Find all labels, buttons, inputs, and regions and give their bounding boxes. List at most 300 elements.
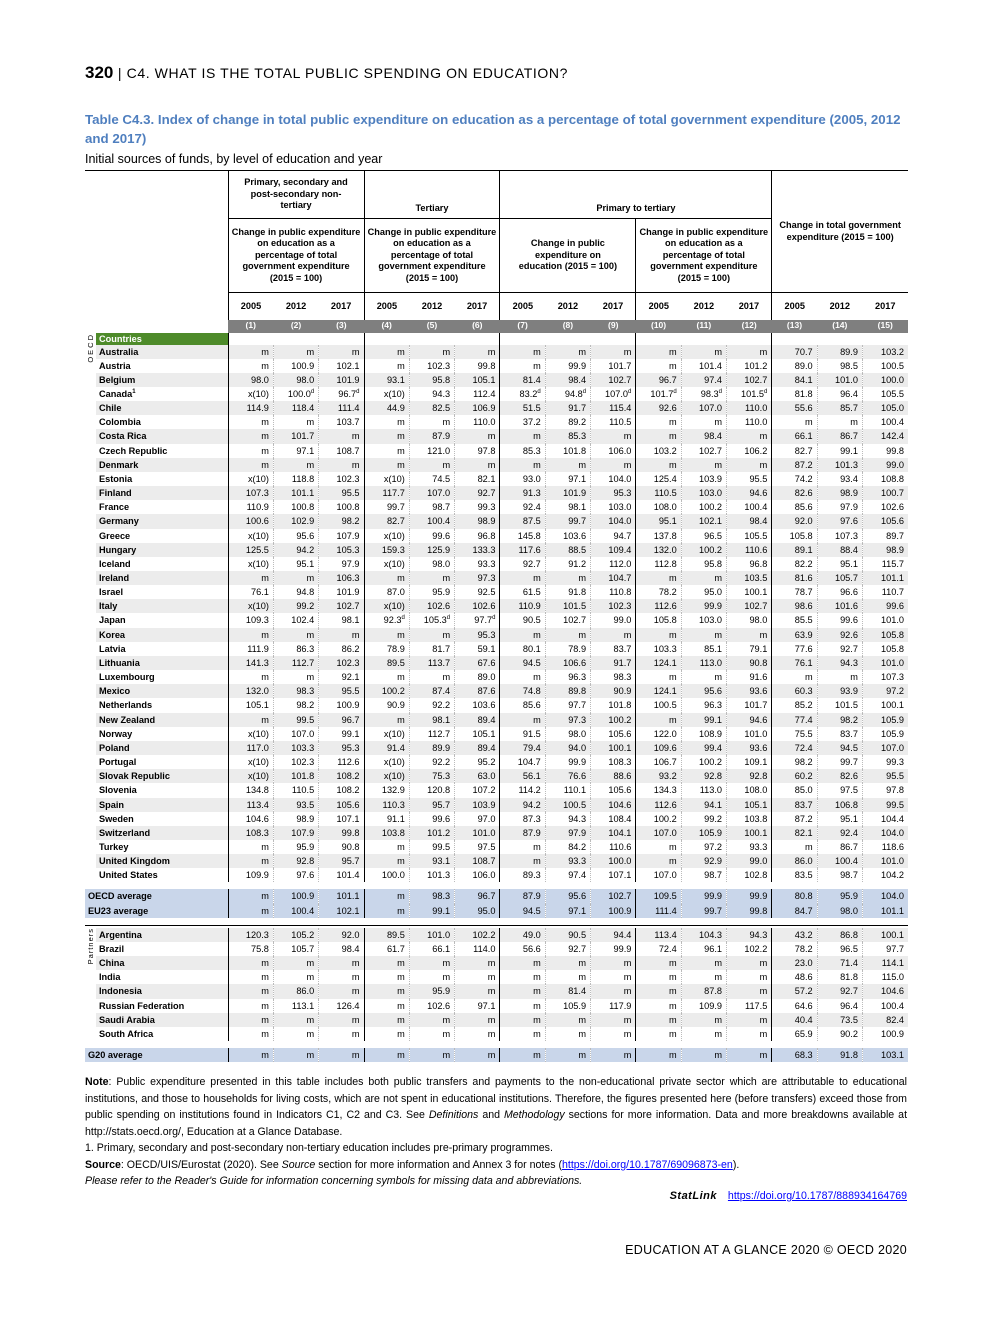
value-cell: 89.9 bbox=[817, 345, 862, 359]
value-cell: 77.6 bbox=[772, 642, 817, 656]
value-cell: 100.1 bbox=[862, 698, 908, 712]
country-name bbox=[96, 713, 228, 727]
value-cell: 100.5 bbox=[545, 798, 590, 812]
value-cell: 95.3 bbox=[319, 741, 364, 755]
table-row bbox=[85, 486, 908, 500]
value-cell: 100.1 bbox=[591, 741, 636, 755]
value-cell: 111.4 bbox=[319, 401, 364, 415]
value-cell: 92.0 bbox=[319, 928, 364, 942]
value-cell: 99.9 bbox=[545, 359, 590, 373]
value-cell: m bbox=[228, 345, 273, 359]
country-label: Russian Federation bbox=[99, 1000, 185, 1011]
country-name bbox=[96, 942, 228, 956]
value-cell: m bbox=[545, 970, 590, 984]
value-cell: 107.1 bbox=[591, 868, 636, 882]
column-number: (12) bbox=[727, 320, 772, 333]
value-cell: m bbox=[228, 904, 273, 918]
year-header: 2017 bbox=[602, 300, 624, 311]
value-cell: 94.2 bbox=[500, 798, 545, 812]
value-cell: 82.7 bbox=[364, 514, 409, 528]
value-cell: 99.0 bbox=[591, 613, 636, 627]
spacer-row bbox=[85, 1041, 908, 1048]
oecd-vertical-label: OECD bbox=[86, 332, 95, 363]
value-cell: 96.5 bbox=[817, 942, 862, 956]
value-cell: m bbox=[273, 1048, 318, 1062]
country-name bbox=[96, 727, 228, 741]
country-name bbox=[96, 826, 228, 840]
country-label: Indonesia bbox=[99, 986, 142, 997]
table-row bbox=[85, 1013, 908, 1027]
value-cell: 64.6 bbox=[772, 999, 817, 1013]
value-cell: 92.7 bbox=[500, 557, 545, 571]
value-cell: 103.9 bbox=[455, 798, 500, 812]
value-cell: 85.6 bbox=[772, 500, 817, 514]
value-cell: 99.8 bbox=[862, 444, 908, 458]
country-name bbox=[96, 415, 228, 429]
value-cell: 91.3 bbox=[500, 486, 545, 500]
value-cell: 105.7 bbox=[817, 571, 862, 585]
value-cell: 91.8 bbox=[545, 585, 590, 599]
value-cell: 101.3 bbox=[409, 868, 454, 882]
value-cell: 98.0 bbox=[545, 727, 590, 741]
value-cell: 95.5 bbox=[727, 472, 772, 486]
country-label: New Zealand bbox=[99, 714, 156, 725]
value-cell: 108.4 bbox=[591, 812, 636, 826]
source-doi-link[interactable]: https://doi.org/10.1787/69096873-en bbox=[561, 1158, 733, 1171]
value-cell: m bbox=[500, 999, 545, 1013]
country-label: Colombia bbox=[99, 417, 141, 428]
value-cell: 82.1 bbox=[772, 826, 817, 840]
value-cell: m bbox=[636, 628, 681, 642]
country-label: Sweden bbox=[99, 813, 134, 824]
value-cell: 96.3 bbox=[545, 670, 590, 684]
notes bbox=[85, 1074, 907, 1190]
value-cell: 132.0 bbox=[228, 684, 273, 698]
value-cell: 101.0 bbox=[455, 826, 500, 840]
value-cell: 108.8 bbox=[862, 472, 908, 486]
value-cell: 105.6 bbox=[591, 727, 636, 741]
value-cell: 125.4 bbox=[636, 472, 681, 486]
value-cell: 95.9 bbox=[409, 984, 454, 998]
value-cell: 107.0 bbox=[636, 826, 681, 840]
value-cell: 93.5 bbox=[273, 798, 318, 812]
value-cell: 105.2 bbox=[273, 928, 318, 942]
table-row bbox=[85, 656, 908, 670]
value-cell: 108.2 bbox=[319, 769, 364, 783]
value-cell: 113.4 bbox=[228, 798, 273, 812]
value-cell: 110.5 bbox=[636, 486, 681, 500]
country-label: Italy bbox=[99, 601, 118, 612]
country-name bbox=[96, 557, 228, 571]
value-cell: m bbox=[636, 999, 681, 1013]
country-name bbox=[96, 1027, 228, 1041]
value-cell: 105.8 bbox=[862, 642, 908, 656]
table-row bbox=[85, 984, 908, 998]
value-cell: 118.6 bbox=[862, 840, 908, 854]
value-cell: 110.6 bbox=[727, 543, 772, 557]
value-cell: m bbox=[364, 458, 409, 472]
value-cell: 78.9 bbox=[545, 642, 590, 656]
value-cell: 113.7 bbox=[409, 656, 454, 670]
value-cell: m bbox=[500, 345, 545, 359]
country-name bbox=[96, 755, 228, 769]
value-cell: 125.9 bbox=[409, 543, 454, 557]
country-label: Latvia bbox=[99, 643, 126, 654]
value-cell: m bbox=[681, 1048, 726, 1062]
value-cell: 117.0 bbox=[228, 741, 273, 755]
value-cell: m bbox=[364, 415, 409, 429]
country-name bbox=[96, 642, 228, 656]
value-cell: m bbox=[319, 628, 364, 642]
value-cell: 99.1 bbox=[409, 904, 454, 918]
value-cell: 104.7 bbox=[591, 571, 636, 585]
value-cell: 107.1 bbox=[319, 812, 364, 826]
value-cell: 102.7 bbox=[727, 373, 772, 387]
value-cell: m bbox=[636, 359, 681, 373]
country-label: Spain bbox=[99, 799, 125, 810]
value-cell: 82.4 bbox=[862, 1013, 908, 1027]
year-header: 2012 bbox=[421, 300, 443, 311]
value-cell: 96.7 bbox=[636, 373, 681, 387]
value-cell: 110.5 bbox=[591, 415, 636, 429]
value-cell: 98.1 bbox=[545, 500, 590, 514]
value-cell: 99.6 bbox=[409, 812, 454, 826]
year-header: 2012 bbox=[557, 300, 579, 311]
value-cell: 70.7 bbox=[772, 345, 817, 359]
country-name bbox=[96, 928, 228, 942]
country-name bbox=[96, 429, 228, 443]
value-cell: m bbox=[228, 840, 273, 854]
value-cell: m bbox=[273, 415, 318, 429]
value-cell: m bbox=[636, 984, 681, 998]
value-cell: 109.4 bbox=[591, 543, 636, 557]
year-header: 2017 bbox=[330, 300, 352, 311]
value-cell: 102.1 bbox=[319, 904, 364, 918]
value-cell: 98.4 bbox=[727, 514, 772, 528]
value-cell: x(10) bbox=[364, 769, 409, 783]
value-cell: 94.1 bbox=[681, 798, 726, 812]
value-cell: m bbox=[636, 415, 681, 429]
value-cell: 85.3 bbox=[500, 444, 545, 458]
value-cell: m bbox=[455, 1048, 500, 1062]
value-cell: 106.7 bbox=[636, 755, 681, 769]
country-label: Argentina bbox=[99, 929, 142, 940]
value-cell: m bbox=[817, 415, 862, 429]
value-cell: 102.7 bbox=[681, 444, 726, 458]
value-cell: 102.9 bbox=[273, 514, 318, 528]
value-cell: 51.5 bbox=[500, 401, 545, 415]
value-cell: 100.5 bbox=[636, 698, 681, 712]
value-cell: m bbox=[319, 1048, 364, 1062]
value-cell: 97.4 bbox=[681, 373, 726, 387]
value-cell: 97.0 bbox=[455, 812, 500, 826]
value-cell: x(10) bbox=[364, 387, 409, 401]
value-cell: m bbox=[228, 713, 273, 727]
value-cell: 99.1 bbox=[319, 727, 364, 741]
value-cell: 105.7 bbox=[273, 942, 318, 956]
value-cell: 100.4 bbox=[862, 999, 908, 1013]
country-name bbox=[85, 889, 228, 903]
value-cell: 99.1 bbox=[681, 713, 726, 727]
value-cell: m bbox=[273, 956, 318, 970]
value-cell: 98.4 bbox=[545, 373, 590, 387]
value-cell: m bbox=[591, 345, 636, 359]
value-cell: 100.2 bbox=[681, 500, 726, 514]
value-cell: 86.7 bbox=[817, 840, 862, 854]
value-cell: 93.6 bbox=[727, 684, 772, 698]
value-cell: 89.0 bbox=[455, 670, 500, 684]
value-cell: 100.2 bbox=[681, 543, 726, 557]
value-cell: 100.4 bbox=[817, 854, 862, 868]
value-cell: 85.2 bbox=[772, 698, 817, 712]
value-cell: m bbox=[727, 984, 772, 998]
column-number: (14) bbox=[817, 320, 862, 333]
value-cell: 101.1 bbox=[862, 571, 908, 585]
country-name bbox=[96, 999, 228, 1013]
value-cell: 112.7 bbox=[273, 656, 318, 670]
value-cell: m bbox=[364, 999, 409, 1013]
year-header: 2005 bbox=[772, 293, 817, 320]
table-row bbox=[85, 345, 908, 359]
value-cell: 98.7 bbox=[409, 500, 454, 514]
value-cell: 102.3 bbox=[319, 656, 364, 670]
value-cell: 99.7 bbox=[817, 755, 862, 769]
value-cell: 97.1 bbox=[273, 444, 318, 458]
value-cell: 105.8 bbox=[772, 529, 817, 543]
value-cell: 110.9 bbox=[228, 500, 273, 514]
value-cell: 102.4 bbox=[273, 613, 318, 627]
country-label: Netherlands bbox=[99, 700, 153, 711]
country-name bbox=[96, 571, 228, 585]
value-cell: m bbox=[364, 571, 409, 585]
value-cell: m bbox=[409, 1048, 454, 1062]
table-row bbox=[85, 698, 908, 712]
value-cell: 92.8 bbox=[273, 854, 318, 868]
value-cell: 100.0 bbox=[862, 373, 908, 387]
value-cell: 115.0 bbox=[862, 970, 908, 984]
country-label: Poland bbox=[99, 742, 130, 753]
value-cell: 96.8 bbox=[455, 529, 500, 543]
country-name bbox=[96, 783, 228, 797]
value-cell: 89.8 bbox=[545, 684, 590, 698]
value-cell: 101.1 bbox=[273, 486, 318, 500]
value-cell: m bbox=[364, 670, 409, 684]
value-cell: m bbox=[273, 571, 318, 585]
value-cell: 74.5 bbox=[409, 472, 454, 486]
value-cell: 86.3 bbox=[273, 642, 318, 656]
value-cell: 101.7 bbox=[591, 359, 636, 373]
table-row bbox=[85, 500, 908, 514]
value-cell: 112.6 bbox=[636, 798, 681, 812]
value-cell: 109.5 bbox=[636, 889, 681, 903]
value-cell: 110.0 bbox=[455, 415, 500, 429]
value-cell: 103.0 bbox=[591, 500, 636, 514]
value-cell: m bbox=[636, 713, 681, 727]
table-row bbox=[85, 529, 908, 543]
value-cell: m bbox=[636, 670, 681, 684]
value-cell: 101.7 bbox=[273, 429, 318, 443]
value-cell: 112.4 bbox=[455, 387, 500, 401]
value-cell: 99.8 bbox=[727, 904, 772, 918]
country-label: Japan bbox=[99, 615, 126, 626]
country-name bbox=[96, 670, 228, 684]
value-cell: 106.0 bbox=[591, 444, 636, 458]
table-row bbox=[85, 585, 908, 599]
value-cell: 99.7 bbox=[364, 500, 409, 514]
value-cell: 95.3 bbox=[455, 628, 500, 642]
countries-label: Countries bbox=[96, 333, 228, 345]
country-name bbox=[96, 345, 228, 359]
value-cell: 95.9 bbox=[273, 840, 318, 854]
value-cell: 92.6 bbox=[636, 401, 681, 415]
value-cell: 84.7 bbox=[772, 904, 817, 918]
value-cell: 82.2 bbox=[772, 557, 817, 571]
source-ref: Source bbox=[281, 1158, 316, 1171]
value-cell: 114.9 bbox=[228, 401, 273, 415]
value-cell: m bbox=[591, 984, 636, 998]
value-cell: 95.5 bbox=[862, 769, 908, 783]
value-cell: m bbox=[545, 1048, 590, 1062]
value-cell: 98.2 bbox=[319, 514, 364, 528]
value-cell: 99.6 bbox=[862, 599, 908, 613]
source-text: : OECD/UIS/Eurostat (2020). See bbox=[120, 1158, 282, 1171]
value-cell: x(10) bbox=[228, 529, 273, 543]
source-paragraph bbox=[85, 1157, 907, 1174]
value-cell: 91.4 bbox=[364, 741, 409, 755]
value-cell: 103.6 bbox=[455, 698, 500, 712]
value-cell: 98.2 bbox=[273, 698, 318, 712]
year-header: 2005 bbox=[636, 293, 681, 320]
value-cell: 100.0$^d$ bbox=[273, 387, 318, 401]
value-cell: 106.0 bbox=[455, 868, 500, 882]
value-cell: 81.7 bbox=[409, 642, 454, 656]
value-cell: 101.5 bbox=[545, 599, 590, 613]
statlink-url[interactable]: https://doi.org/10.1787/888934164769 bbox=[727, 1190, 907, 1202]
value-cell: 104.4 bbox=[862, 812, 908, 826]
value-cell: 61.7 bbox=[364, 942, 409, 956]
value-cell: 85.7 bbox=[817, 401, 862, 415]
table-row bbox=[85, 854, 908, 868]
value-cell: 121.0 bbox=[409, 444, 454, 458]
value-cell: 100.1 bbox=[727, 585, 772, 599]
table-row bbox=[85, 642, 908, 656]
value-cell: 100.8 bbox=[319, 500, 364, 514]
country-name bbox=[96, 798, 228, 812]
value-cell: m bbox=[409, 345, 454, 359]
value-cell: 108.3 bbox=[228, 826, 273, 840]
value-cell: m bbox=[364, 889, 409, 903]
value-cell: 101.0 bbox=[409, 928, 454, 942]
value-cell: 98.0 bbox=[817, 904, 862, 918]
table-row bbox=[85, 444, 908, 458]
value-cell: m bbox=[273, 970, 318, 984]
value-cell: 88.5 bbox=[545, 543, 590, 557]
value-cell: 60.2 bbox=[772, 769, 817, 783]
header-separator: | bbox=[117, 65, 127, 81]
value-cell: 113.1 bbox=[273, 999, 318, 1013]
value-cell: 102.1 bbox=[319, 359, 364, 373]
value-cell: m bbox=[319, 458, 364, 472]
value-cell: m bbox=[500, 956, 545, 970]
readers-guide-note: Please refer to the Reader's Guide for information concerning symbols for missing data and abbreviations. bbox=[85, 1175, 583, 1187]
country-label: Australia bbox=[99, 346, 139, 357]
value-cell: 99.5 bbox=[409, 840, 454, 854]
country-name bbox=[96, 1013, 228, 1027]
value-cell: 108.2 bbox=[319, 783, 364, 797]
value-cell: 101.0 bbox=[862, 854, 908, 868]
value-cell: 106.2 bbox=[727, 444, 772, 458]
value-cell: 95.1 bbox=[817, 812, 862, 826]
value-cell: 104.0 bbox=[862, 826, 908, 840]
value-cell: 86.8 bbox=[817, 928, 862, 942]
country-label: Chile bbox=[99, 403, 122, 414]
value-cell: m bbox=[409, 1013, 454, 1027]
value-cell: 103.2 bbox=[862, 345, 908, 359]
value-cell: 66.1 bbox=[409, 942, 454, 956]
value-cell: 107.2 bbox=[455, 783, 500, 797]
value-cell: 110.1 bbox=[545, 783, 590, 797]
source-label: Source bbox=[85, 1158, 121, 1171]
value-cell: 88.6 bbox=[591, 769, 636, 783]
value-cell: 104.6 bbox=[862, 984, 908, 998]
value-cell: 95.5 bbox=[319, 486, 364, 500]
value-cell: 133.3 bbox=[455, 543, 500, 557]
value-cell: 98.4 bbox=[681, 429, 726, 443]
value-cell: 105.6 bbox=[319, 798, 364, 812]
value-cell: m bbox=[591, 1048, 636, 1062]
table-row bbox=[85, 472, 908, 486]
country-name bbox=[96, 741, 228, 755]
value-cell: m bbox=[228, 1027, 273, 1041]
value-cell: 99.7 bbox=[681, 904, 726, 918]
country-label: Mexico bbox=[99, 686, 131, 697]
table-row bbox=[85, 999, 908, 1013]
value-cell: 114.1 bbox=[862, 956, 908, 970]
value-cell: 92.4 bbox=[500, 500, 545, 514]
value-cell: x(10) bbox=[364, 529, 409, 543]
value-cell: 103.6 bbox=[545, 529, 590, 543]
value-cell: m bbox=[591, 628, 636, 642]
value-cell: 98.1 bbox=[319, 613, 364, 627]
value-cell: 82.5 bbox=[409, 401, 454, 415]
value-cell: 101.0 bbox=[817, 373, 862, 387]
value-cell: 103.8 bbox=[727, 812, 772, 826]
value-cell: 100.0 bbox=[364, 868, 409, 882]
table-row bbox=[85, 429, 908, 443]
value-cell: 104.0 bbox=[591, 514, 636, 528]
value-cell: 112.0 bbox=[591, 557, 636, 571]
value-cell: 99.2 bbox=[681, 812, 726, 826]
country-name bbox=[96, 769, 228, 783]
country-label: China bbox=[99, 958, 125, 969]
value-cell: m bbox=[500, 713, 545, 727]
value-cell: m bbox=[364, 1013, 409, 1027]
value-cell: m bbox=[681, 1013, 726, 1027]
value-cell: m bbox=[727, 1013, 772, 1027]
country-label: Slovenia bbox=[99, 785, 137, 796]
country-label: Germany bbox=[99, 516, 139, 527]
value-cell: 93.3 bbox=[545, 854, 590, 868]
value-cell: m bbox=[409, 458, 454, 472]
value-cell: 75.3 bbox=[409, 769, 454, 783]
value-cell: 108.0 bbox=[636, 500, 681, 514]
value-cell: 124.1 bbox=[636, 656, 681, 670]
value-cell: 92.7 bbox=[817, 642, 862, 656]
value-cell: 95.5 bbox=[319, 684, 364, 698]
value-cell: 101.8 bbox=[545, 444, 590, 458]
value-cell: m bbox=[636, 1013, 681, 1027]
value-cell: 100.1 bbox=[862, 928, 908, 942]
